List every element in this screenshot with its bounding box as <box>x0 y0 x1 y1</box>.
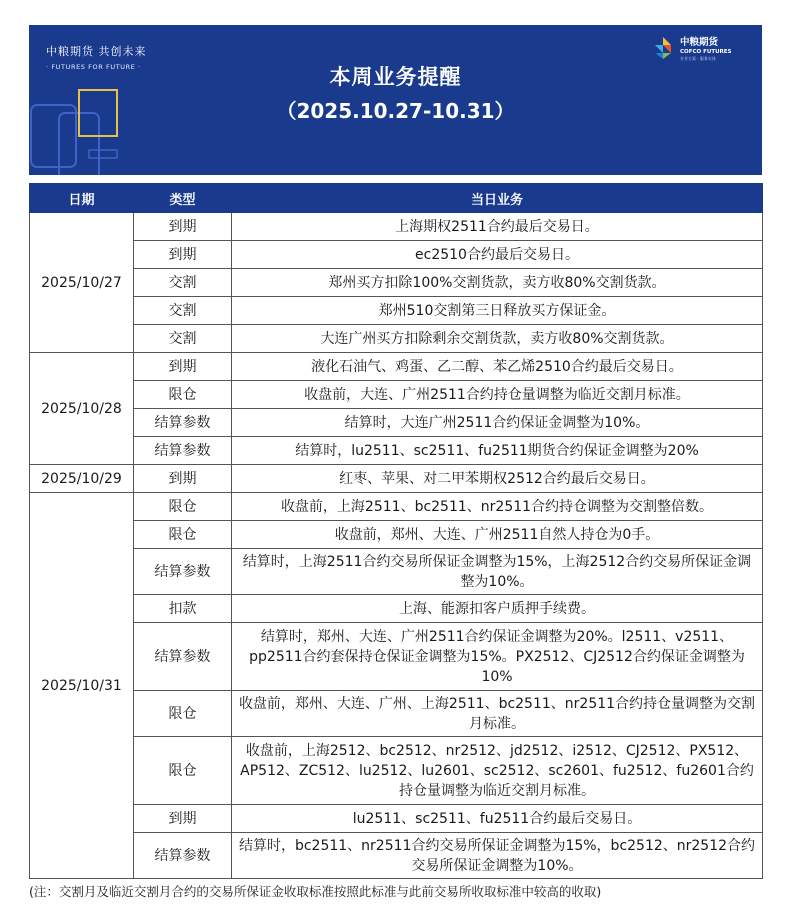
date-cell: 2025/10/31 <box>30 493 134 879</box>
type-cell: 交割 <box>134 297 232 325</box>
table-row <box>30 737 763 805</box>
business-cell: 上海、能源扣客户质押手续费。 <box>232 595 763 623</box>
business-cell: 郑州买方扣除100%交割货款，卖方收80%交割货款。 <box>232 269 763 297</box>
type-cell: 交割 <box>134 269 232 297</box>
brand-slogan-cn: 中粮期货 共创未来 <box>46 45 147 58</box>
table-row <box>30 437 763 465</box>
header-type: 类型 <box>134 184 232 213</box>
type-cell: 限仓 <box>134 493 232 521</box>
table-row <box>30 493 763 521</box>
table-row <box>30 241 763 269</box>
type-cell: 到期 <box>134 213 232 241</box>
logo-name-cn: 中粮期货 <box>680 37 719 48</box>
table-row <box>30 805 763 833</box>
type-cell: 到期 <box>134 241 232 269</box>
business-cell: 结算时，lu2511、sc2511、fu2511期货合约保证金调整为20% <box>232 437 763 465</box>
business-cell: 大连广州买方扣除剩余交割货款，卖方收80%交割货款。 <box>232 325 763 353</box>
page-title: 本周业务提醒 <box>329 65 462 89</box>
date-cell: 2025/10/27 <box>30 213 134 353</box>
business-cell: 收盘前，郑州、大连、广州2511自然人持仓为0手。 <box>232 521 763 549</box>
business-cell: 收盘前，大连、广州2511合约持仓量调整为临近交割月标准。 <box>232 381 763 409</box>
brand-slogan-en: · FUTURES FOR FUTURE · <box>46 63 141 71</box>
table-row <box>30 623 763 691</box>
business-cell: 收盘前，上海2512、bc2512、nr2512、jd2512、i2512、CJ2512、PX512、AP512、ZC512、lu2512、lu2601、sc2512、sc2601、fu2512、fu2601合约持仓量调整为临近交割月标准。 <box>232 737 763 805</box>
type-cell: 结算参数 <box>134 833 232 879</box>
business-cell: 结算时，上海2511合约交易所保证金调整为15%，上海2512合约交易所保证金调整为10%。 <box>232 549 763 595</box>
table-row <box>30 409 763 437</box>
type-cell: 结算参数 <box>134 437 232 465</box>
table-row <box>30 833 763 879</box>
type-cell: 结算参数 <box>134 623 232 691</box>
table-row <box>30 595 763 623</box>
type-cell: 限仓 <box>134 691 232 737</box>
header-business: 当日业务 <box>232 184 763 213</box>
logo-tagline: 专业方案 · 服务实体 <box>680 56 716 61</box>
table-header-row <box>30 184 763 213</box>
table-row <box>30 213 763 241</box>
business-cell: ec2510合约最后交易日。 <box>232 241 763 269</box>
table-row <box>30 465 763 493</box>
type-cell: 扣款 <box>134 595 232 623</box>
table-row <box>30 325 763 353</box>
table-row <box>30 353 763 381</box>
table-row <box>30 269 763 297</box>
business-cell: lu2511、sc2511、fu2511合约最后交易日。 <box>232 805 763 833</box>
cofco-logo-icon <box>649 34 677 62</box>
page-subtitle: （2025.10.27-10.31） <box>276 99 515 123</box>
type-cell: 到期 <box>134 465 232 493</box>
table-row <box>30 381 763 409</box>
business-cell: 收盘前，上海2511、bc2511、nr2511合约持仓调整为交割整倍数。 <box>232 493 763 521</box>
business-cell: 上海期权2511合约最后交易日。 <box>232 213 763 241</box>
business-cell: 收盘前，郑州、大连、广州、上海2511、bc2511、nr2511合约持仓量调整为交割月标准。 <box>232 691 763 737</box>
business-cell: 结算时，郑州、大连、广州2511合约保证金调整为20%。l2511、v2511、pp2511合约套保持仓保证金调整为15%。PX2512、CJ2512合约保证金调整为10% <box>232 623 763 691</box>
type-cell: 限仓 <box>134 737 232 805</box>
type-cell: 到期 <box>134 353 232 381</box>
business-cell: 结算时，大连广州2511合约保证金调整为10%。 <box>232 409 763 437</box>
type-cell: 限仓 <box>134 521 232 549</box>
business-cell: 郑州510交割第三日释放买方保证金。 <box>232 297 763 325</box>
table-row <box>30 521 763 549</box>
type-cell: 结算参数 <box>134 409 232 437</box>
type-cell: 结算参数 <box>134 549 232 595</box>
table-row <box>30 691 763 737</box>
footnote: (注：交割月及临近交割月合约的交易所保证金收取标准按照此标准与此前交易所收取标准中较高的收取) <box>29 884 602 899</box>
table-row <box>30 549 763 595</box>
business-cell: 结算时，bc2511、nr2511合约交易所保证金调整为15%，bc2512、nr2512合约交易所保证金调整为10%。 <box>232 833 763 879</box>
date-cell: 2025/10/29 <box>30 465 134 493</box>
business-schedule-table <box>29 183 763 879</box>
type-cell: 限仓 <box>134 381 232 409</box>
header-date: 日期 <box>30 184 134 213</box>
logo-name-en: COFCO FUTURES <box>680 49 732 55</box>
business-cell: 红枣、苹果、对二甲苯期权2512合约最后交易日。 <box>232 465 763 493</box>
table-row <box>30 297 763 325</box>
type-cell: 交割 <box>134 325 232 353</box>
header-banner <box>29 25 762 175</box>
company-logo <box>649 34 732 62</box>
date-cell: 2025/10/28 <box>30 353 134 465</box>
business-cell: 液化石油气、鸡蛋、乙二醇、苯乙烯2510合约最后交易日。 <box>232 353 763 381</box>
type-cell: 到期 <box>134 805 232 833</box>
